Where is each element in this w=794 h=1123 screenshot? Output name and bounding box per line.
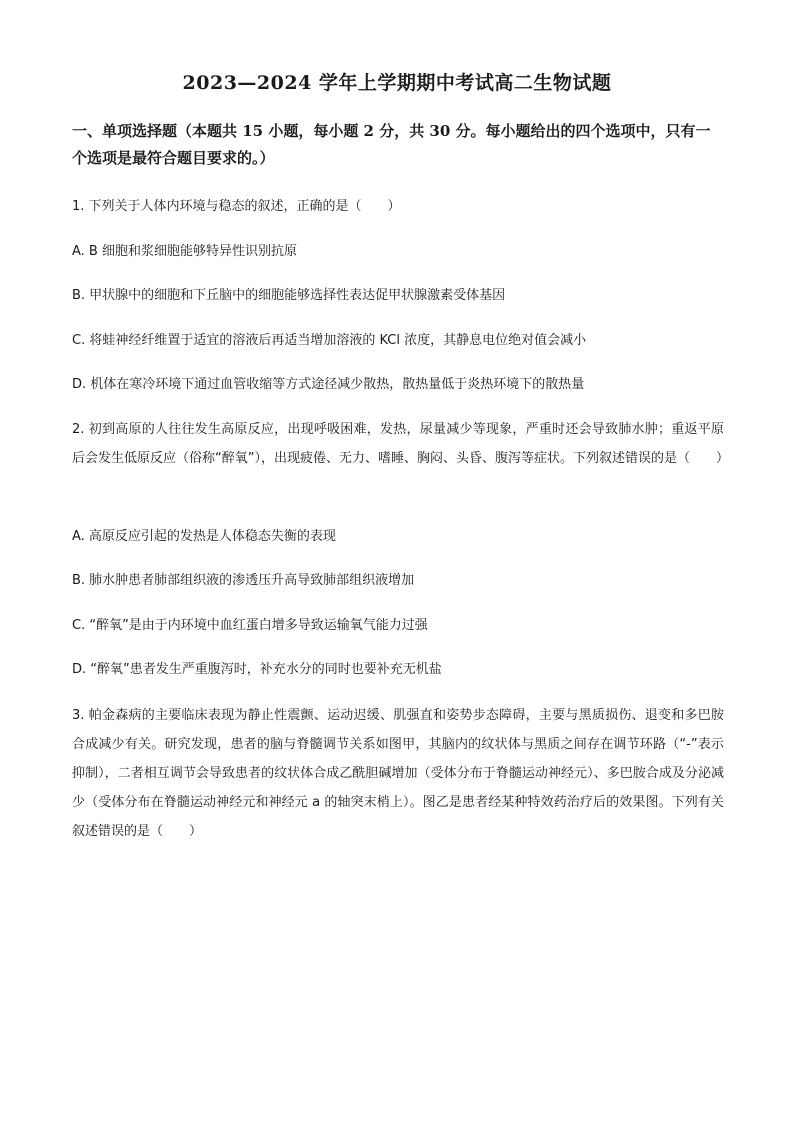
question-1-option-b: B. 甲状腺中的细胞和下丘脑中的细胞能够选择性表达促甲状腺激素受体基因 [72, 288, 506, 303]
question-1-option-d: D. 机体在寒冷环境下通过血管收缩等方式途径减少散热，散热量低于炎热环境下的散热量 [72, 377, 585, 392]
question-2-option-b: B. 肺水肿患者肺部组织液的渗透压升高导致肺部组织液增加 [72, 573, 415, 588]
question-2-option-c: C. “醉氧”是由于内环境中血红蛋白增多导致运输氧气能力过强 [72, 618, 428, 633]
question-1-option-c: C. 将蛙神经纤维置于适宜的溶液后再适当增加溶液的 KCl 浓度，其静息电位绝对值会减小 [72, 333, 587, 348]
question-2-stem: 2. 初到高原的人往往发生高原反应，出现呼吸困难，发热，尿量减少等现象，严重时还会导致肺水肿；重返平原后会发生低原反应（俗称“醉氧”），出现疲倦、无力、嗜睡、胸闷、头昏、腹泻等症状。下列叙述错误的是（ ） [72, 422, 729, 466]
question-3-stem: 3. 帕金森病的主要临床表现为静止性震颤、运动迟缓、肌强直和姿势步态障碍，主要与黑质损伤、退变和多巴胺合成减少有关。研究发现，患者的脑与脊髓调节关系如图甲，其脑内的纹状体与黑质之间存在调节环路（“-”表示抑制），二者相互调节会导致患者的纹状体合成乙酰胆碱增加（受体分布于脊髓运动神经元）、多巴胺合成及分泌减少（受体分布在脊髓运动神经元和神经元 a 的轴突末梢上）。图乙是患者经某种特效药治疗后的效果图。下列有关叙述错误的是（ ） [72, 708, 724, 839]
question-1-option-a: A. B 细胞和浆细胞能够特异性识别抗原 [72, 244, 297, 259]
question-1-stem: 1. 下列关于人体内环境与稳态的叙述，正确的是（ ） [72, 199, 401, 214]
question-2-option-d: D. “醉氧”患者发生严重腹泻时，补充水分的同时也要补充无机盐 [72, 662, 442, 677]
section-heading: 一、单项选择题（本题共 15 小题，每小题 2 分，共 30 分。每小题给出的四个选项中，只有一个选项是最符合题目要求的。） [72, 122, 711, 167]
question-2-option-a: A. 高原反应引起的发热是人体稳态失衡的表现 [72, 529, 336, 544]
page-title: 2023—2024 学年上学期期中考试高二生物试题 [182, 72, 612, 94]
